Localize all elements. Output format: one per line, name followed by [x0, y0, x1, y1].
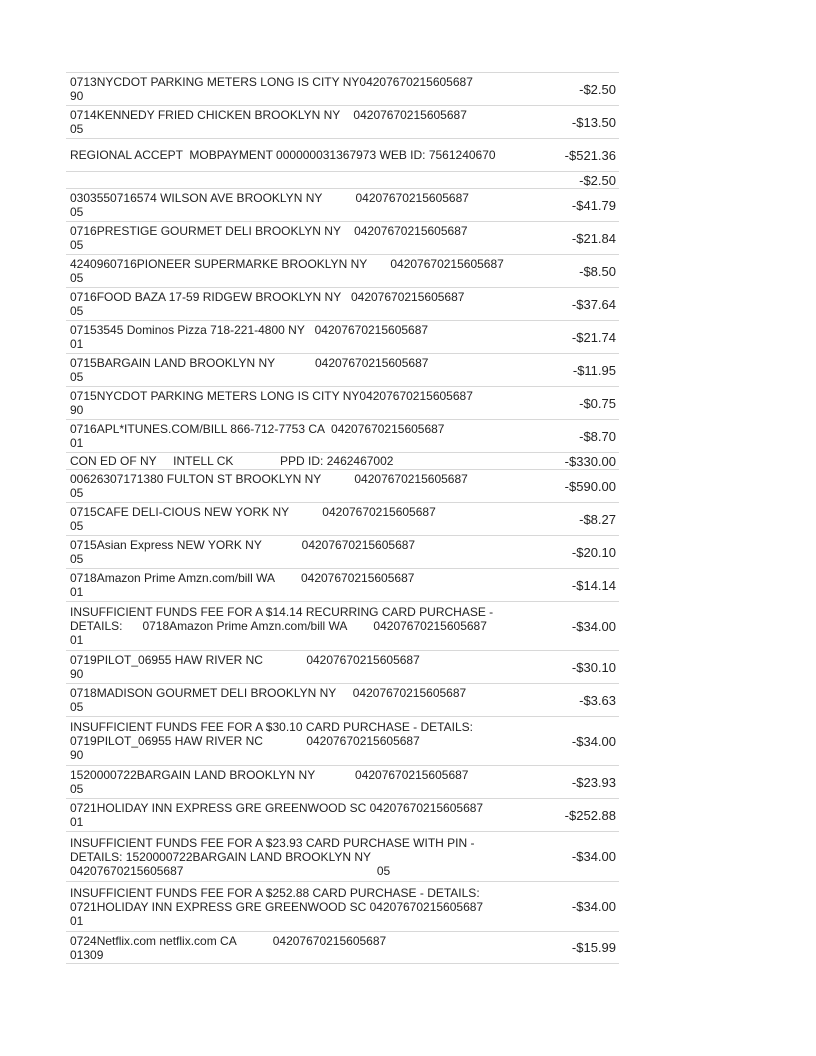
table-row	[66, 535, 619, 568]
transaction-description: 0714KENNEDY FRIED CHICKEN BROOKLYN NY 04207670215605687 05	[70, 108, 467, 136]
transaction-description: 0715CAFE DELI-CIOUS NEW YORK NY 04207670215605687 05	[70, 505, 436, 533]
table-row	[66, 650, 619, 683]
transaction-description: 0716APL*ITUNES.COM/BILL 866-712-7753 CA 04207670215605687 01	[70, 422, 445, 450]
transaction-amount: -$11.95	[572, 362, 616, 378]
transaction-amount: -$590.00	[564, 478, 616, 494]
table-row	[66, 931, 619, 964]
transaction-description: 0713NYCDOT PARKING METERS LONG IS CITY NY04207670215605687 90	[70, 75, 473, 103]
transaction-amount: -$37.64	[571, 296, 616, 312]
transaction-description: 00626307171380 FULTON ST BROOKLYN NY 04207670215605687 05	[70, 472, 468, 500]
transaction-amount: -$21.74	[571, 329, 616, 345]
transaction-amount: -$3.63	[579, 692, 616, 708]
transaction-amount: -$21.84	[571, 230, 616, 246]
transaction-description: 0715Asian Express NEW YORK NY 04207670215605687 05	[70, 538, 416, 566]
transaction-description: CON ED OF NY INTELL CK PPD ID: 2462467002	[70, 454, 394, 468]
table-row	[66, 568, 619, 601]
transaction-description: 07153545 Dominos Pizza 718-221-4800 NY 04207670215605687 01	[70, 323, 429, 351]
transaction-amount: -$15.99	[571, 940, 616, 955]
transaction-amount: -$2.50	[579, 172, 616, 188]
transaction-description: 0716FOOD BAZA 17-59 RIDGEW BROOKLYN NY 04207670215605687 05	[70, 290, 465, 318]
table-row	[66, 287, 619, 320]
transaction-amount: -$521.36	[564, 147, 616, 163]
transaction-amount: -$8.50	[579, 263, 616, 279]
transaction-description: INSUFFICIENT FUNDS FEE FOR A $252.88 CARD PURCHASE - DETAILS: 0721HOLIDAY INN EXPRESS GRE GREENWOOD SC 04207670215605687 01	[70, 885, 484, 928]
transaction-description: 0303550716574 WILSON AVE BROOKLYN NY 04207670215605687 05	[70, 191, 469, 219]
transaction-amount: -$14.14	[571, 577, 616, 593]
transaction-description: INSUFFICIENT FUNDS FEE FOR A $30.10 CARD PURCHASE - DETAILS: 0719PILOT_06955 HAW RIVER NC 04207670215605687 90	[70, 720, 473, 762]
table-row	[66, 601, 619, 650]
transaction-amount: -$252.88	[564, 807, 616, 823]
transaction-amount: -$2.50	[579, 81, 616, 97]
table-row	[66, 831, 619, 881]
table-row	[66, 716, 619, 765]
transaction-description: 0716PRESTIGE GOURMET DELI BROOKLYN NY 04207670215605687 05	[70, 224, 468, 252]
table-row	[66, 452, 619, 469]
transaction-amount: -$34.00	[571, 849, 616, 864]
transaction-amount: -$41.79	[571, 197, 616, 213]
table-row	[66, 683, 619, 716]
table-row	[66, 798, 619, 831]
table-row	[66, 188, 619, 221]
transaction-description: INSUFFICIENT FUNDS FEE FOR A $23.93 CARD PURCHASE WITH PIN - DETAILS: 1520000722BARGAIN LAND BROOKLYN NY 04207670215605687 05	[70, 835, 475, 878]
transaction-description: INSUFFICIENT FUNDS FEE FOR A $14.14 RECURRING CARD PURCHASE - DETAILS: 0718Amazon Prime Amzn.com/bill WA 04207670215605687 01	[70, 605, 494, 647]
table-row	[66, 72, 619, 105]
table-row	[66, 765, 619, 798]
transaction-amount: -$34.00	[571, 899, 616, 914]
table-row	[66, 171, 619, 188]
transaction-description: 4240960716PIONEER SUPERMARKE BROOKLYN NY 04207670215605687 05	[70, 257, 504, 285]
transaction-amount: -$23.93	[571, 774, 616, 790]
table-row	[66, 221, 619, 254]
transaction-amount: -$8.70	[579, 428, 616, 444]
transactions-table	[66, 72, 619, 964]
transaction-amount: -$20.10	[571, 544, 616, 560]
table-row	[66, 320, 619, 353]
table-row	[66, 881, 619, 931]
transaction-amount: -$34.00	[571, 733, 616, 749]
transaction-description: 0715NYCDOT PARKING METERS LONG IS CITY NY04207670215605687 90	[70, 389, 473, 417]
transaction-amount: -$13.50	[571, 114, 616, 130]
transaction-description: 0719PILOT_06955 HAW RIVER NC 04207670215605687 90	[70, 653, 420, 681]
transaction-description: 0715BARGAIN LAND BROOKLYN NY 04207670215605687 05	[70, 356, 429, 384]
table-row	[66, 469, 619, 502]
transaction-description: 0721HOLIDAY INN EXPRESS GRE GREENWOOD SC 04207670215605687 01	[70, 801, 484, 829]
transaction-amount: -$0.75	[579, 395, 616, 411]
table-row	[66, 386, 619, 419]
table-row	[66, 105, 619, 138]
transaction-description: 0718Amazon Prime Amzn.com/bill WA 04207670215605687 01	[70, 571, 415, 599]
transaction-amount: -$34.00	[571, 618, 616, 634]
table-row	[66, 254, 619, 287]
transaction-amount: -$30.10	[571, 659, 616, 675]
transaction-description: 0724Netflix.com netflix.com CA 04207670215605687 01309	[70, 933, 387, 962]
transaction-amount: -$8.27	[579, 511, 616, 527]
transaction-description: 0718MADISON GOURMET DELI BROOKLYN NY 04207670215605687 05	[70, 686, 467, 714]
transaction-description: REGIONAL ACCEPT MOBPAYMENT 000000031367973 WEB ID: 7561240670	[70, 148, 496, 162]
table-row	[66, 138, 619, 171]
transaction-description: 1520000722BARGAIN LAND BROOKLYN NY 04207670215605687 05	[70, 768, 469, 796]
table-row	[66, 419, 619, 452]
table-row	[66, 353, 619, 386]
table-row	[66, 502, 619, 535]
transaction-amount: -$330.00	[564, 453, 616, 469]
